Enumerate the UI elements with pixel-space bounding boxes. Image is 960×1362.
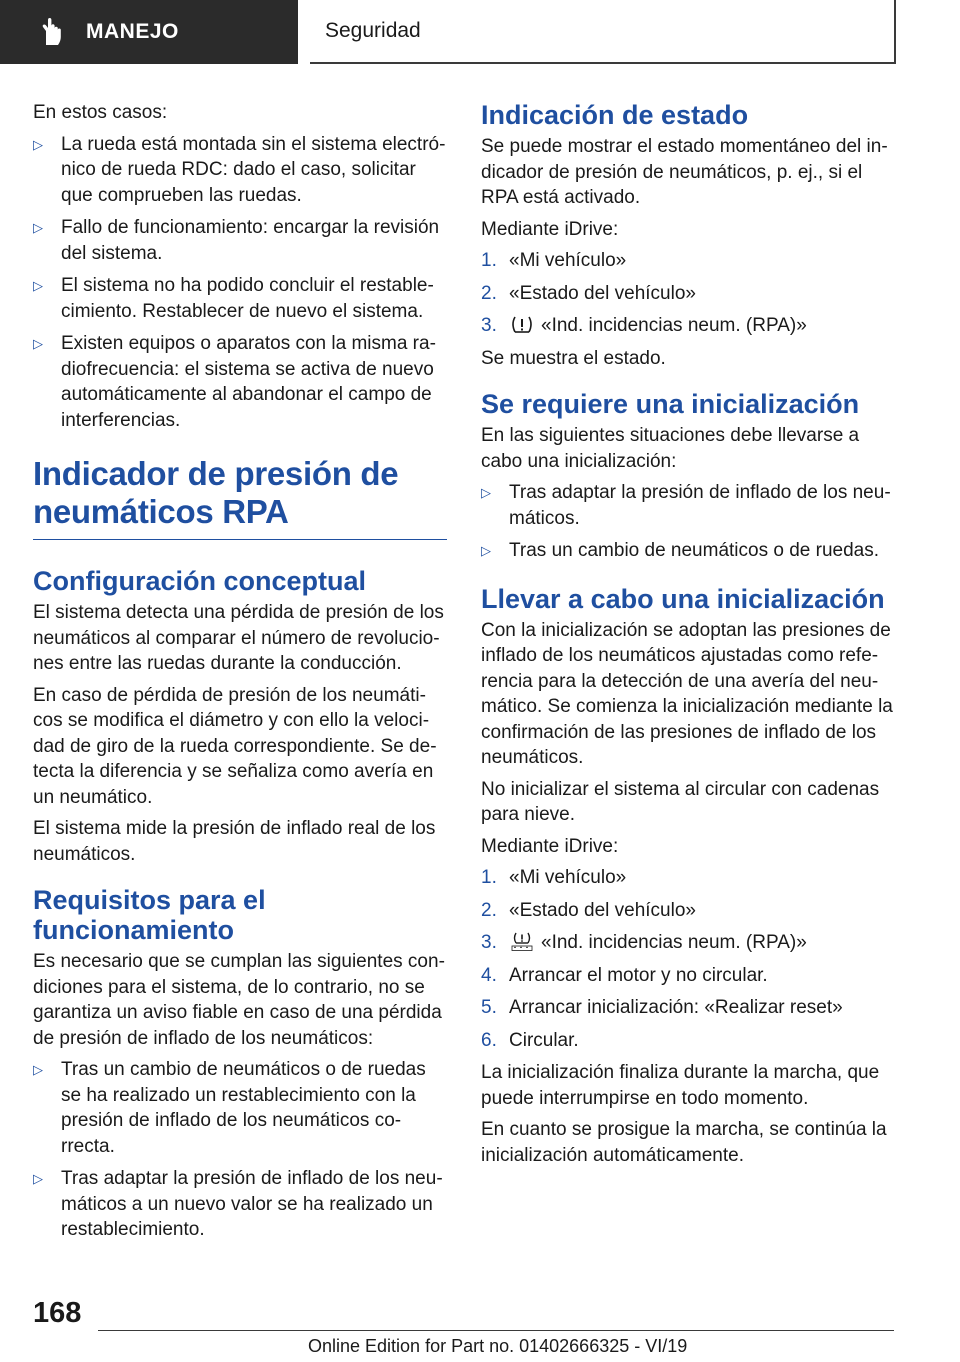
- perform-via: Mediante iDrive:: [481, 835, 619, 857]
- tire-warning-icon: [509, 315, 535, 335]
- section-label: MANEJO: [86, 20, 179, 43]
- status-via: Mediante iDrive:: [481, 218, 619, 240]
- triangle-bullet-icon: ▷: [33, 220, 43, 235]
- status-steps: [481, 248, 895, 339]
- list-item: 4. Arrancar el motor y no circular.: [481, 964, 768, 986]
- concept-heading: Configuración conceptual: [33, 566, 367, 596]
- list-item: 2. «Estado del vehículo»: [481, 282, 696, 304]
- perform-paragraph: En cuanto se prosigue la marcha, se continúa la inicialización automáticamente.: [481, 1119, 887, 1166]
- perform-paragraph: La inicialización finaliza durante la marcha, que puede interrumpirse en todo momento.: [481, 1062, 880, 1109]
- list-item: ▷ La rueda está montada sin el sistema electrónico de rueda RDC: dado el caso, solicitar que comprueben las ruedas.: [33, 133, 446, 206]
- triangle-bullet-icon: ▷: [33, 1171, 43, 1186]
- perform-paragraph: No inicializar el sistema al circular con cadenas para nieve.: [481, 778, 880, 825]
- requirements-paragraph: Es necesario que se cumplan las siguientes condiciones para el sistema, de lo contrario, no se garantiza un aviso fiable en caso de una pérdida de presión de inflado de los neumáticos:: [33, 951, 445, 1049]
- list-item: ▷ Tras adaptar la presión de inflado de los neumáticos a un nuevo valor se ha realizado un restablecimiento.: [33, 1168, 443, 1240]
- steering-hand-icon: [40, 17, 66, 47]
- left-column: [33, 100, 447, 1251]
- list-item: 5. Arrancar inicialización: «Realizar reset»: [481, 997, 843, 1018]
- concept-paragraph: El sistema detecta una pérdida de presión de los neumáticos al comparar el número de revoluciones entre las ruedas durante la conducción.: [33, 602, 444, 674]
- triangle-bullet-icon: ▷: [481, 485, 491, 500]
- perform-heading: Llevar a cabo una inicialización: [481, 583, 885, 614]
- triangle-bullet-icon: ▷: [33, 336, 43, 351]
- list-item: ▷ Fallo de funcionamiento: encargar la revisión del sistema.: [33, 217, 440, 264]
- footer-divider: [98, 1330, 894, 1331]
- triangle-bullet-icon: ▷: [33, 278, 43, 293]
- perform-paragraph: Con la inicialización se adoptan las presiones de inflado de los neumáticos ajustadas como referencia para la detección de una avería del neumático. Se comienza la inicialización mediante la confirmación de las presiones de inflado de los neumáticos.: [481, 619, 893, 768]
- cases-list: [33, 132, 447, 434]
- edition-note: Online Edition for Part no. 01402666325 - VI/19: [308, 1336, 688, 1356]
- topic-header: [310, 0, 896, 64]
- triangle-bullet-icon: ▷: [33, 1062, 43, 1077]
- list-item: ▷ Tras adaptar la presión de inflado de los neumáticos.: [481, 482, 891, 529]
- list-item: 6. Circular.: [481, 1029, 579, 1051]
- list-item: ▷ Tras un cambio de neumáticos o de ruedas se ha realizado un restablecimiento con la presión de inflado de los neumáticos correcta.: [33, 1059, 426, 1157]
- required-paragraph: En las siguientes situaciones debe llevarse a cabo una inicialización:: [481, 425, 860, 472]
- list-item: ▷ El sistema no ha podido concluir el restablecimiento. Restablecer de nuevo el sistema.: [33, 275, 434, 322]
- list-item: 2. «Estado del vehículo»: [481, 899, 696, 921]
- requirements-list: [33, 1057, 447, 1243]
- status-paragraph: Se puede mostrar el estado momentáneo del indicador de presión de neumáticos, p. ej., si el RPA está activado.: [481, 136, 888, 208]
- section-tab: [0, 0, 298, 64]
- cases-intro: En estos casos:: [33, 102, 168, 123]
- topic-label: Seguridad: [325, 19, 421, 42]
- required-list: [481, 480, 895, 564]
- list-item: 1. «Mi vehículo»: [481, 867, 627, 888]
- triangle-bullet-icon: ▷: [481, 543, 491, 558]
- title-divider: [33, 539, 447, 540]
- tire-reset-icon: [509, 932, 535, 952]
- main-title: Indicador de presión de neumáticos RPA: [33, 455, 399, 530]
- list-item: ▷ Tras un cambio de neumáticos o de ruedas.: [481, 538, 895, 564]
- right-column: [481, 100, 895, 1174]
- status-heading: Indicación de estado: [481, 100, 749, 130]
- concept-paragraph: En caso de pérdida de presión de los neumáticos se modifica el diámetro y con ello la velocidad de giro de la rueda correspondiente. Se detecta la diferencia y se señaliza como avería en un neumático.: [33, 684, 437, 808]
- status-result: Se muestra el estado.: [481, 347, 666, 369]
- concept-paragraph: El sistema mide la presión de inflado real de los neumáticos.: [33, 818, 436, 865]
- list-item: 3. «Ind. incidencias neum. (RPA)»: [481, 932, 807, 953]
- perform-steps: [481, 865, 895, 1053]
- page-number: 168: [33, 1297, 82, 1329]
- required-heading: Se requiere una inicialización: [481, 389, 860, 419]
- requirements-heading: Requisitos para el funcionamiento: [33, 885, 266, 945]
- list-item: 3. «Ind. incidencias neum. (RPA)»: [481, 315, 807, 336]
- list-item: ▷ Existen equipos o aparatos con la misma radiofrecuencia: el sistema se activa de nuevo automáticamente al abandonar el campo de interferencias.: [33, 333, 436, 431]
- triangle-bullet-icon: ▷: [33, 136, 43, 152]
- list-item: 1. «Mi vehículo»: [481, 250, 627, 271]
